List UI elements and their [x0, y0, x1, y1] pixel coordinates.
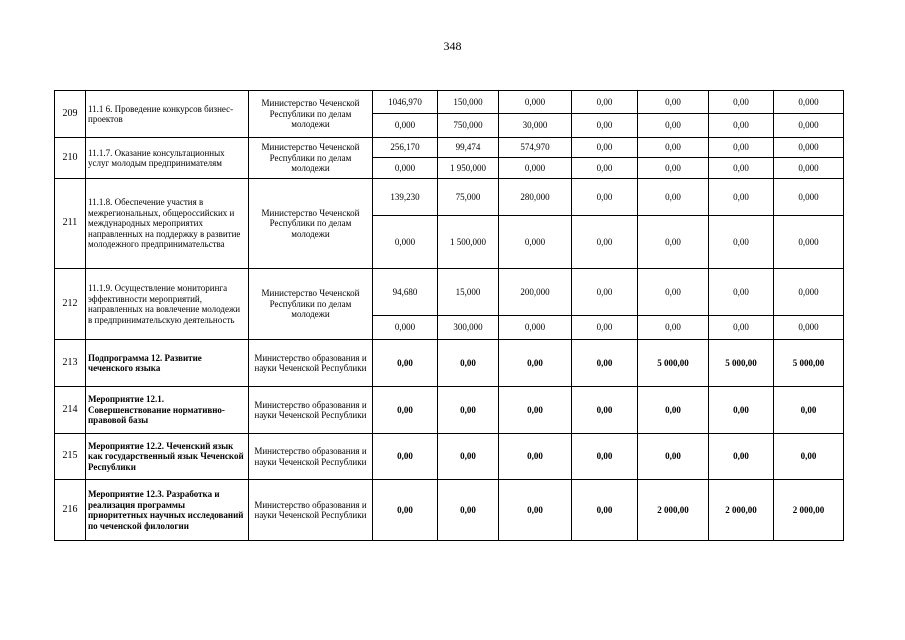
table-row [55, 269, 844, 316]
funding-value: 0,00 [438, 480, 499, 541]
funding-value: 0,00 [373, 387, 438, 434]
funding-value: 750,000 [438, 114, 499, 138]
funding-value: 256,170 [373, 138, 438, 158]
funding-value: 0,000 [499, 216, 572, 269]
row-number: 212 [55, 269, 86, 340]
responsible-organization: Министерство образования и науки Чеченской Республики [249, 387, 373, 434]
funding-value: 0,00 [572, 269, 638, 316]
table-row [55, 480, 844, 541]
row-number: 215 [55, 434, 86, 480]
table-row [55, 179, 844, 216]
funding-value: 0,00 [373, 434, 438, 480]
funding-value: 5 000,00 [774, 340, 844, 387]
funding-value: 0,00 [774, 387, 844, 434]
row-number: 209 [55, 91, 86, 138]
funding-value: 200,000 [499, 269, 572, 316]
funding-value: 0,00 [638, 434, 709, 480]
funding-value: 15,000 [438, 269, 499, 316]
row-number: 210 [55, 138, 86, 179]
funding-value: 5 000,00 [709, 340, 774, 387]
funding-value: 2 000,00 [774, 480, 844, 541]
funding-value: 0,000 [774, 316, 844, 340]
funding-value: 0,00 [709, 216, 774, 269]
funding-value: 5 000,00 [638, 340, 709, 387]
funding-value: 0,00 [638, 216, 709, 269]
activity-name: 11.1.7. Оказание консультационных услуг молодым предпринимателям [86, 138, 249, 179]
funding-value: 0,00 [709, 138, 774, 158]
funding-value: 0,00 [572, 387, 638, 434]
funding-value: 0,000 [499, 158, 572, 179]
funding-value: 0,00 [572, 480, 638, 541]
table-row [55, 340, 844, 387]
funding-value: 0,000 [774, 91, 844, 114]
table-row [55, 91, 844, 114]
page-number: 348 [443, 39, 462, 53]
funding-value: 0,00 [709, 269, 774, 316]
activity-name: Мероприятие 12.3. Разработка и реализация программы приоритетных научных исследований по чеченской филологии [86, 480, 249, 541]
table-row [55, 434, 844, 480]
funding-value: 0,00 [499, 387, 572, 434]
activity-name: Подпрограмма 12. Развитие чеченского языка [86, 340, 249, 387]
activity-name: Мероприятие 12.1. Совершенствование нормативно-правовой базы [86, 387, 249, 434]
responsible-organization: Министерство Чеченской Республики по делам молодежи [249, 179, 373, 269]
funding-value: 0,00 [638, 179, 709, 216]
funding-value: 0,00 [373, 340, 438, 387]
funding-value: 0,00 [438, 340, 499, 387]
funding-value: 0,00 [638, 138, 709, 158]
funding-value: 0,00 [572, 316, 638, 340]
funding-value: 0,000 [774, 158, 844, 179]
table-row [55, 387, 844, 434]
responsible-organization: Министерство образования и науки Чеченской Республики [249, 434, 373, 480]
responsible-organization: Министерство образования и науки Чеченской Республики [249, 340, 373, 387]
funding-value: 1046,970 [373, 91, 438, 114]
funding-value: 0,000 [499, 91, 572, 114]
funding-value: 300,000 [438, 316, 499, 340]
funding-value: 0,00 [638, 91, 709, 114]
funding-value: 0,00 [709, 387, 774, 434]
activity-name: 11.1.9. Осуществление мониторинга эффективности мероприятий, направленных на вовлечение молодежи в предпринимательскую деятельность [86, 269, 249, 340]
funding-value: 0,000 [774, 216, 844, 269]
funding-value: 0,00 [373, 480, 438, 541]
funding-value: 0,000 [373, 316, 438, 340]
funding-value: 2 000,00 [709, 480, 774, 541]
funding-value: 0,00 [638, 158, 709, 179]
funding-value: 0,00 [572, 216, 638, 269]
funding-value: 280,000 [499, 179, 572, 216]
activity-name: Мероприятие 12.2. Чеченский язык как государственный язык Чеченской Республики [86, 434, 249, 480]
funding-value: 0,000 [774, 269, 844, 316]
funding-value: 0,00 [572, 434, 638, 480]
funding-value: 30,000 [499, 114, 572, 138]
funding-value: 0,00 [709, 179, 774, 216]
row-number: 213 [55, 340, 86, 387]
funding-value: 99,474 [438, 138, 499, 158]
funding-value: 0,000 [774, 114, 844, 138]
funding-value: 0,00 [499, 434, 572, 480]
responsible-organization: Министерство Чеченской Республики по делам молодежи [249, 138, 373, 179]
funding-value: 150,000 [438, 91, 499, 114]
funding-value: 0,00 [774, 434, 844, 480]
row-number: 216 [55, 480, 86, 541]
funding-value: 0,000 [774, 138, 844, 158]
funding-value: 0,00 [638, 269, 709, 316]
funding-value: 0,00 [499, 340, 572, 387]
funding-value: 0,00 [438, 434, 499, 480]
funding-value: 0,00 [709, 316, 774, 340]
funding-value: 0,00 [709, 434, 774, 480]
funding-value: 0,00 [709, 114, 774, 138]
funding-value: 0,00 [572, 114, 638, 138]
budget-table [54, 90, 844, 541]
funding-value: 0,00 [438, 387, 499, 434]
funding-value: 574,970 [499, 138, 572, 158]
funding-value: 1 950,000 [438, 158, 499, 179]
funding-value: 0,000 [774, 179, 844, 216]
table-body [55, 91, 844, 541]
activity-name: 11.1 6. Проведение конкурсов бизнес-проектов [86, 91, 249, 138]
funding-value: 139,230 [373, 179, 438, 216]
funding-value: 0,00 [638, 387, 709, 434]
funding-value: 75,000 [438, 179, 499, 216]
funding-value: 0,00 [572, 138, 638, 158]
funding-value: 94,680 [373, 269, 438, 316]
funding-value: 2 000,00 [638, 480, 709, 541]
funding-value: 0,00 [638, 316, 709, 340]
responsible-organization: Министерство Чеченской Республики по делам молодежи [249, 269, 373, 340]
funding-value: 0,00 [709, 91, 774, 114]
funding-value: 0,00 [572, 340, 638, 387]
activity-name: 11.1.8. Обеспечение участия в межрегиональных, общероссийских и международных мероприятих направленных на поддержку в развитие молодежного предпринимательства [86, 179, 249, 269]
row-number: 214 [55, 387, 86, 434]
responsible-organization: Министерство Чеченской Республики по делам молодежи [249, 91, 373, 138]
funding-value: 0,00 [572, 158, 638, 179]
funding-value: 0,000 [373, 114, 438, 138]
funding-value: 0,000 [373, 216, 438, 269]
funding-value: 0,000 [499, 316, 572, 340]
responsible-organization: Министерство образования и науки Чеченской Республики [249, 480, 373, 541]
funding-value: 0,00 [572, 179, 638, 216]
table-row [55, 138, 844, 158]
funding-value: 0,00 [709, 158, 774, 179]
funding-value: 0,00 [638, 114, 709, 138]
row-number: 211 [55, 179, 86, 269]
funding-value: 1 500,000 [438, 216, 499, 269]
funding-value: 0,00 [499, 480, 572, 541]
funding-value: 0,00 [572, 91, 638, 114]
funding-value: 0,000 [373, 158, 438, 179]
